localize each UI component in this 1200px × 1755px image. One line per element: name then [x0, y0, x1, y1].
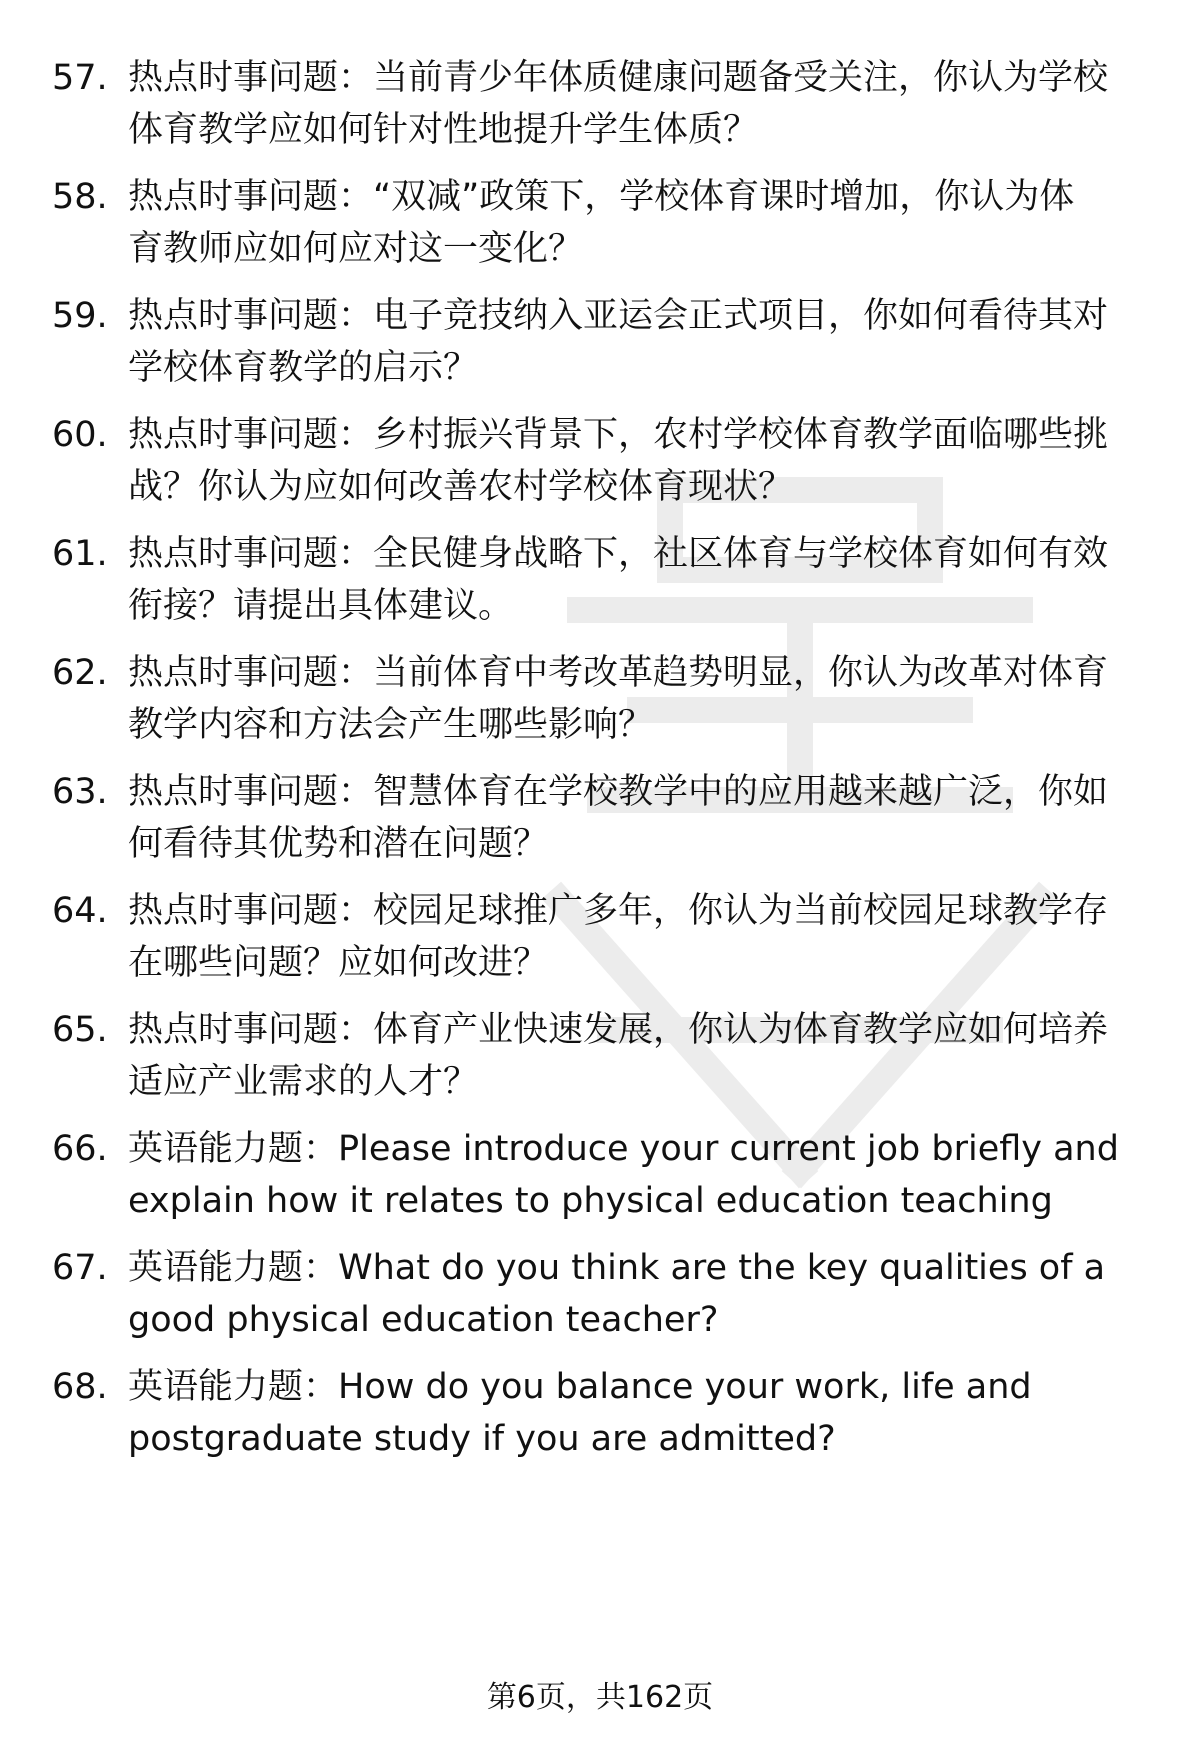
question-text-line-1: 热点时事问题：当前青少年体质健康问题备受关注，你认为学校 — [128, 58, 1109, 98]
question-text-line-1: 英语能力题：What do you think are the key qualities of a — [128, 1248, 1106, 1288]
question-item-60 — [0, 409, 1200, 519]
question-item-57 — [0, 52, 1200, 162]
question-number: 67. — [52, 1248, 108, 1288]
question-text-line-2: 学校体育教学的启示？ — [128, 348, 479, 388]
page-number-footer: 第6页，共162页 — [486, 1680, 714, 1715]
question-number: 64. — [52, 891, 108, 931]
question-text-line-1: 热点时事问题：智慧体育在学校教学中的应用越来越广泛，你如 — [128, 772, 1109, 812]
question-number: 57. — [52, 58, 108, 98]
question-item-66 — [0, 1123, 1200, 1233]
question-item-59 — [0, 290, 1200, 400]
question-text-line-1: 热点时事问题：体育产业快速发展，你认为体育教学应如何培养 — [128, 1010, 1109, 1050]
question-text-line-1: 英语能力题：How do you balance your work, life and — [128, 1367, 1032, 1407]
question-number: 60. — [52, 415, 108, 455]
question-number: 63. — [52, 772, 108, 812]
question-text-line-1: 热点时事问题：校园足球推广多年，你认为当前校园足球教学存 — [128, 891, 1109, 931]
question-item-68 — [0, 1361, 1200, 1471]
question-item-64 — [0, 885, 1200, 995]
question-item-65 — [0, 1004, 1200, 1114]
question-number: 59. — [52, 296, 108, 336]
question-item-61 — [0, 528, 1200, 638]
question-text-line-2: 衔接？请提出具体建议。 — [128, 586, 514, 626]
question-text-line-1: 热点时事问题：当前体育中考改革趋势明显，你认为改革对体育 — [128, 653, 1109, 693]
question-text-line-2: 在哪些问题？应如何改进？ — [128, 943, 549, 983]
question-number: 66. — [52, 1129, 108, 1169]
question-text-line-2: 战？你认为应如何改善农村学校体育现状？ — [128, 467, 794, 507]
question-item-58 — [0, 171, 1200, 281]
question-text-line-2: explain how it relates to physical education teaching — [128, 1181, 1053, 1221]
question-text-line-1: 热点时事问题：“双减”政策下，学校体育课时增加，你认为体 — [128, 177, 1075, 217]
question-item-67 — [0, 1242, 1200, 1352]
question-item-63 — [0, 766, 1200, 876]
question-text-line-2: 何看待其优势和潜在问题？ — [128, 824, 549, 864]
question-number: 62. — [52, 653, 108, 693]
question-item-62 — [0, 647, 1200, 757]
question-text-line-2: 教学内容和方法会产生哪些影响？ — [128, 705, 654, 745]
question-text-line-1: 英语能力题：Please introduce your current job briefly and — [128, 1129, 1119, 1169]
question-text-line-1: 热点时事问题：电子竞技纳入亚运会正式项目，你如何看待其对 — [128, 296, 1109, 336]
question-text-line-1: 热点时事问题：乡村振兴背景下，农村学校体育教学面临哪些挑 — [128, 415, 1109, 455]
question-text-line-2: postgraduate study if you are admitted? — [128, 1419, 836, 1459]
question-number: 68. — [52, 1367, 108, 1407]
question-text-line-2: 体育教学应如何针对性地提升学生体质？ — [128, 110, 759, 150]
question-text-line-2: 育教师应如何应对这一变化？ — [128, 229, 584, 269]
question-text-line-1: 热点时事问题：全民健身战略下，社区体育与学校体育如何有效 — [128, 534, 1109, 574]
question-text-line-2: good physical education teacher? — [128, 1300, 719, 1340]
question-number: 58. — [52, 177, 108, 217]
question-number: 61. — [52, 534, 108, 574]
question-number: 65. — [52, 1010, 108, 1050]
question-text-line-2: 适应产业需求的人才？ — [128, 1062, 479, 1102]
